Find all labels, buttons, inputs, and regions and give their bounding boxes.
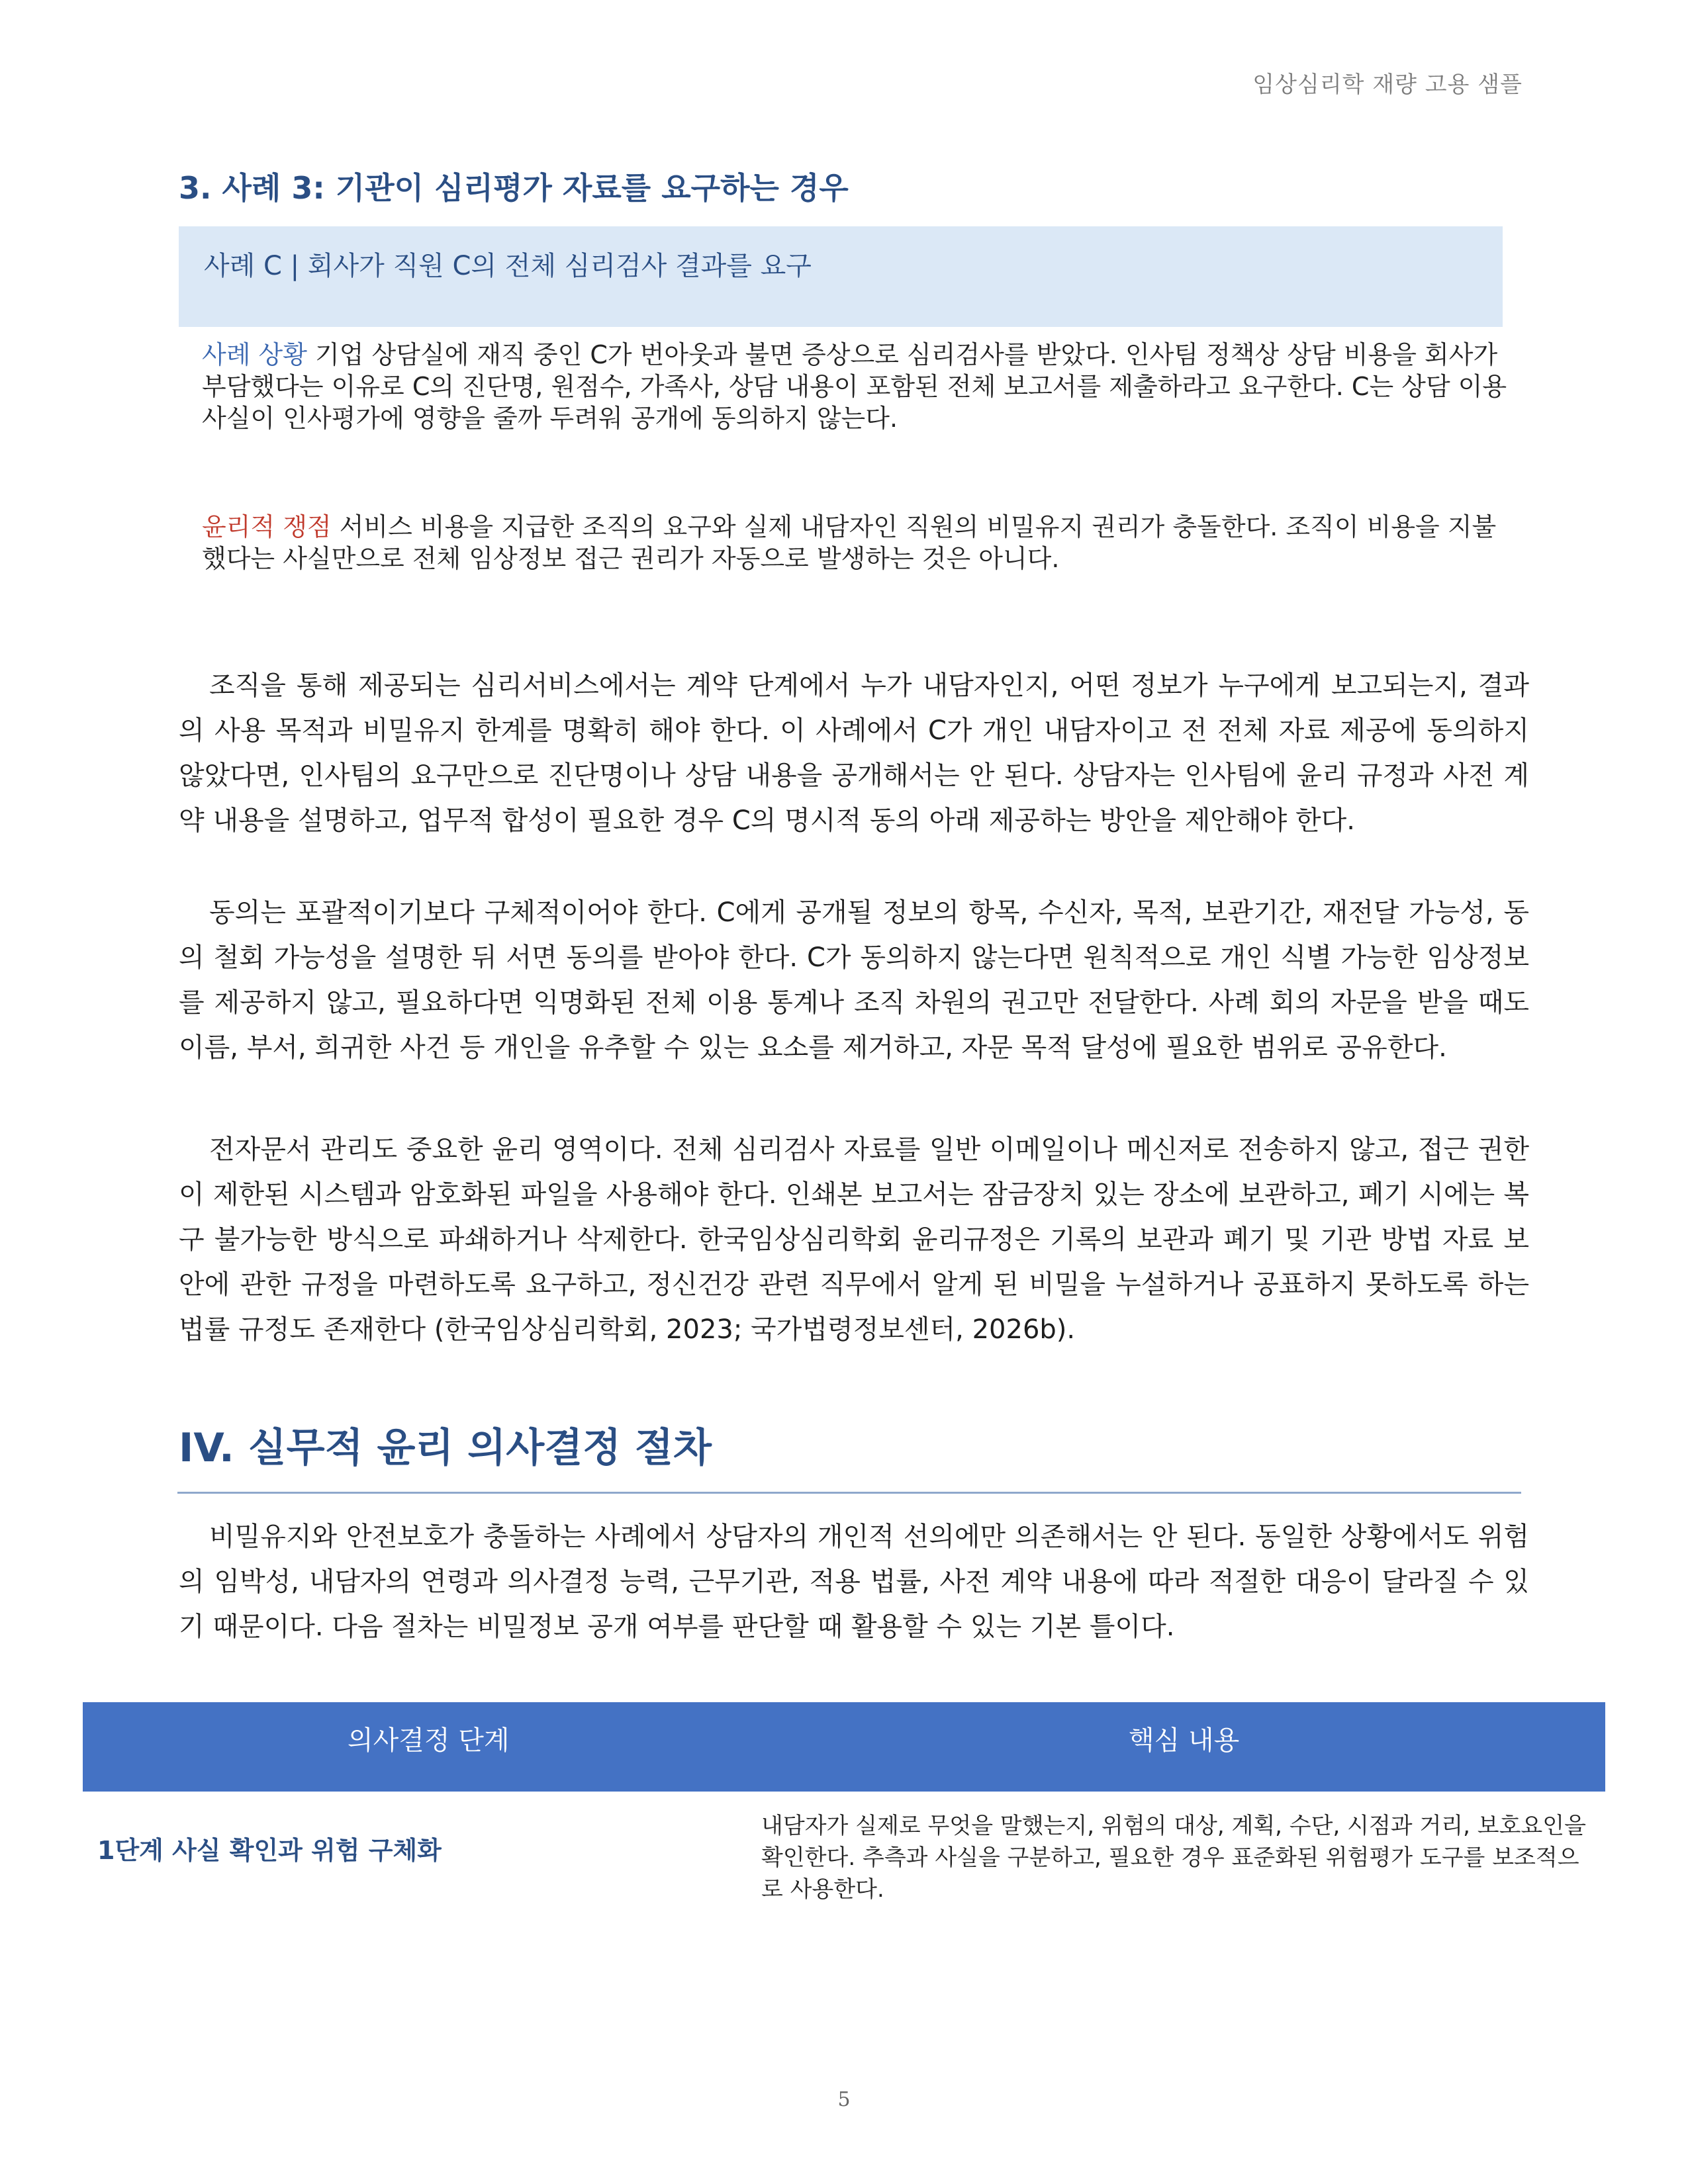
section-4-heading: IV. 실무적 윤리 의사결정 절차 — [179, 1425, 712, 1471]
table-cell-step: 1단계 사실 확인과 위험 구체화 — [97, 1836, 442, 1865]
case-situation-label: 사례 상황 — [202, 340, 307, 369]
column-header-step: 의사결정 단계 — [348, 1725, 510, 1756]
section-4-intro: 비밀유지와 안전보호가 충돌하는 사례에서 상담자의 개인적 선의에만 의존해서는 안 된다. 동일한 상황에서도 위험의 임박성, 내담자의 연령과 의사결정 능력, 근무기관, 적용 법률, 사전 계약 내용에 따라 적절한 대응이 달라질 수 있기 때문이다. 다음 절차는 비밀정보 공개 여부를 판단할 때 활용할 수 있는 기본 틀이다. — [179, 1522, 1529, 1642]
case-ethics-text: 서비스 비용을 지급한 조직의 요구와 실제 내담자인 직원의 비밀유지 권리가 충돌한다. 조직이 비용을 지불했다는 사실만으로 전체 임상정보 접근 권리가 자동으로 발생하는 것은 아니다. — [202, 512, 1497, 573]
table-row — [83, 1792, 1605, 1903]
table-cell-content: 내담자가 실제로 무엇을 말했는지, 위험의 대상, 계획, 수단, 시점과 거리, 보호요인을 확인한다. 추측과 사실을 구분하고, 필요한 경우 표준화된 위험평가 도구를 보조적으로 사용한다. — [761, 1813, 1586, 1903]
body-paragraph: 동의는 포괄적이기보다 구체적이어야 한다. C에게 공개될 정보의 항목, 수신자, 목적, 보관기간, 재전달 가능성, 동의 철회 가능성을 설명한 뒤 서면 동의를 받아야 한다. C가 동의하지 않는다면 원칙적으로 개인 식별 가능한 임상정보를 제공하지 않고, 필요하다면 익명화된 전체 이용 통계나 조직 차원의 권고만 전달한다. 사례 회의 자문을 받을 때도 이름, 부서, 희귀한 사건 등 개인을 유추할 수 있는 요소를 제거하고, 자문 목적 달성에 필요한 범위로 공유한다. — [179, 897, 1529, 1063]
running-header: 임상심리학 재량 고용 샘플 — [1252, 71, 1523, 98]
body-paragraph: 전자문서 관리도 중요한 윤리 영역이다. 전체 심리검사 자료를 일반 이메일이나 메신저로 전송하지 않고, 접근 권한이 제한된 시스템과 암호화된 파일을 사용해야 한다. 인쇄본 보고서는 잠금장치 있는 장소에 보관하고, 폐기 시에는 복구 불가능한 방식으로 파쇄하거나 삭제한다. 한국임상심리학회 윤리규정은 기록의 보관과 폐기 및 기관 방법 자료 보안에 관한 규정을 마련하도록 요구하고, 정신건강 관련 직무에서 알게 된 비밀을 누설하거나 공표하지 못하도록 하는 법률 규정도 존재한다 (한국임상심리학회, 2023; 국가법령정보센터, 2026b). — [179, 1134, 1529, 1345]
case-ethics — [202, 511, 1513, 574]
page-number: 5 — [837, 2088, 851, 2111]
table-header — [83, 1702, 1605, 1792]
case-situation-text: 기업 상담실에 재직 중인 C가 번아웃과 불면 증상으로 심리검사를 받았다. 인사팀 정책상 상담 비용을 회사가 부담했다는 이유로 C의 진단명, 원점수, 가족사, 상담 내용이 포함된 전체 보고서를 제출하라고 요구한다. C는 상담 이용 사실이 인사평가에 영향을 줄까 두려워 공개에 동의하지 않는다. — [202, 340, 1507, 433]
case-ethics-label: 윤리적 쟁점 — [202, 512, 332, 541]
case-box — [179, 226, 1503, 327]
section-3-heading: 3. 사례 3: 기관이 심리평가 자료를 요구하는 경우 — [179, 170, 849, 206]
case-box-title: 사례 C | 회사가 직원 C의 전체 심리검사 결과를 요구 — [204, 251, 812, 281]
case-situation — [202, 339, 1513, 434]
heading-divider — [177, 1492, 1521, 1494]
body-paragraph: 조직을 통해 제공되는 심리서비스에서는 계약 단계에서 누가 내담자인지, 어떤 정보가 누구에게 보고되는지, 결과의 사용 목적과 비밀유지 한계를 명확히 해야 한다. 이 사례에서 C가 개인 내담자이고 전 전체 자료 제공에 동의하지 않았다면, 인사팀의 요구만으로 진단명이나 상담 내용을 공개해서는 안 된다. 상담자는 인사팀에 윤리 규정과 사전 계약 내용을 설명하고, 업무적 합성이 필요한 경우 C의 명시적 동의 아래 제공하는 방안을 제안해야 한다. — [179, 670, 1529, 836]
column-header-content: 핵심 내용 — [1129, 1725, 1240, 1756]
decision-table — [83, 1702, 1605, 1903]
